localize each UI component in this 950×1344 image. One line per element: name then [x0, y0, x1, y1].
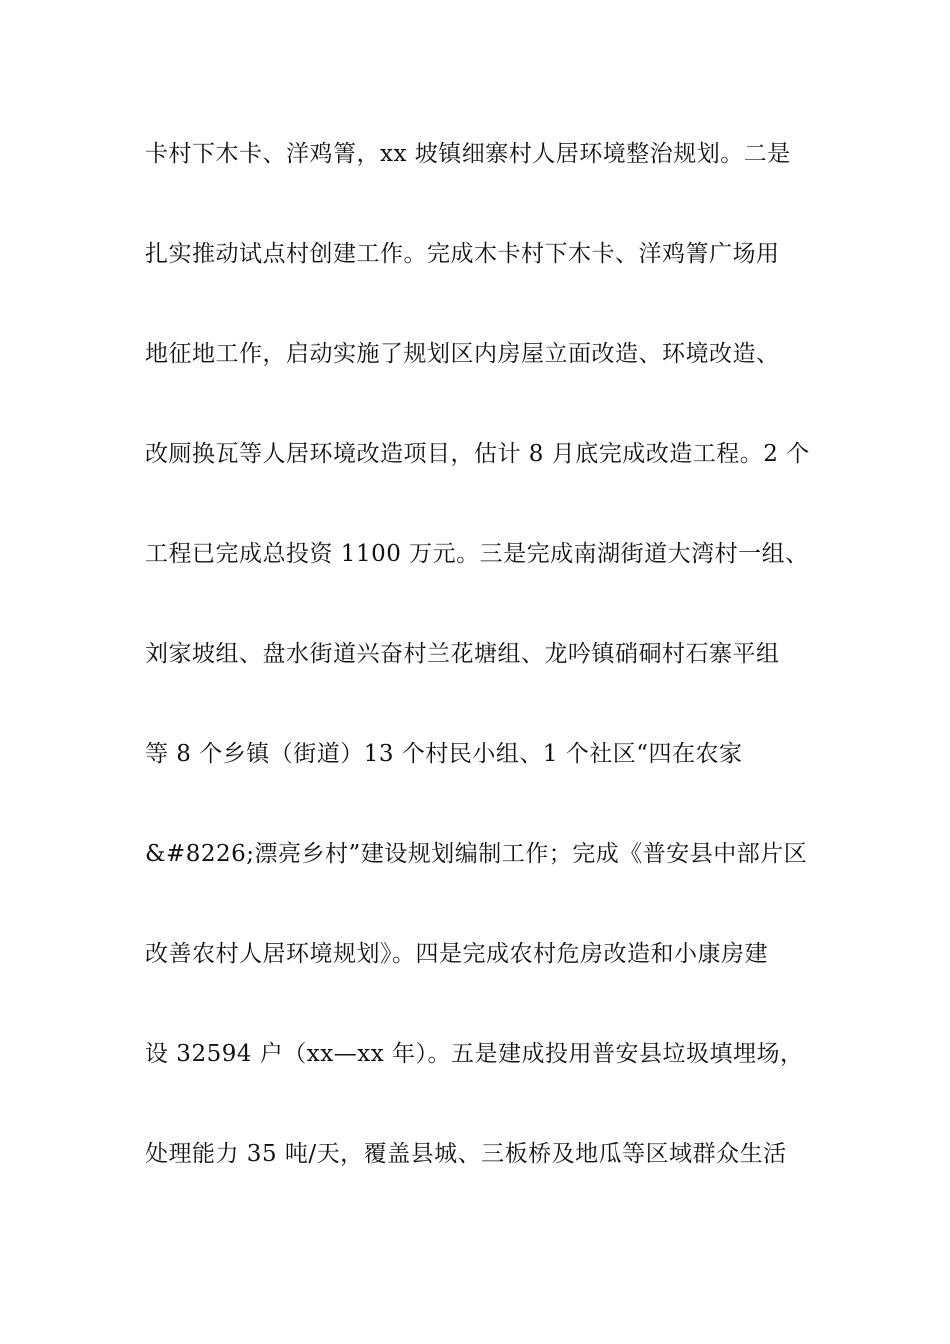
text-line: &#8226;漂亮乡村”建设规划编制工作；完成《普安县中部片区 [145, 841, 808, 867]
text-line: 工程已完成总投资 1100 万元。三是完成南湖街道大湾村一组、 [145, 541, 809, 567]
text-line: 扎实推动试点村创建工作。完成木卡村下木卡、洋鸡箐广场用 [145, 241, 780, 267]
text-line: 设 32594 户（xx—xx 年）。五是建成投用普安县垃圾填埋场， [145, 1041, 804, 1067]
text-line: 改善农村人居环境规划》。四是完成农村危房改造和小康房建 [145, 941, 768, 967]
body-text [145, 130, 845, 1230]
text-line: 地征地工作，启动实施了规划区内房屋立面改造、环境改造、 [145, 341, 780, 367]
text-line: 改厕换瓦等人居环境改造项目，估计 8 月底完成改造工程。2 个 [145, 441, 810, 467]
text-line: 处理能力 35 吨/天，覆盖县城、三板桥及地瓜等区域群众生活 [145, 1141, 787, 1167]
text-line: 卡村下木卡、洋鸡箐，xx 坡镇细寨村人居环境整治规划。二是 [145, 141, 791, 167]
text-line: 等 8 个乡镇（街道）13 个村民小组、1 个社区“四在农家 [145, 741, 743, 767]
text-line: 刘家坡组、盘水街道兴奋村兰花塘组、龙吟镇硝硐村石寨平组 [145, 641, 780, 667]
